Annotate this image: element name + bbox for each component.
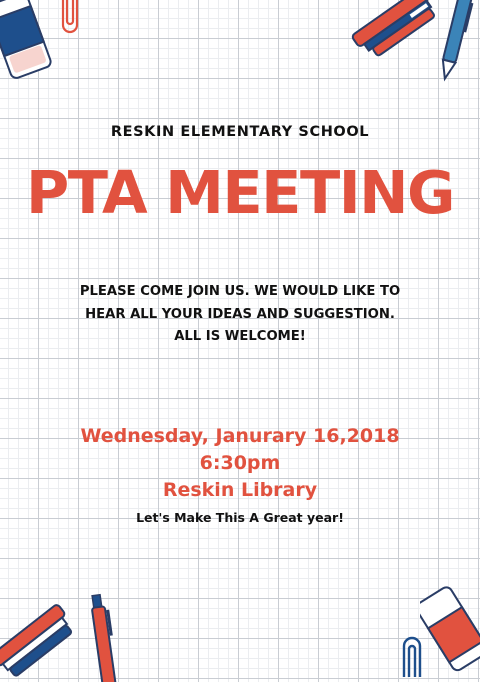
pen-icon (435, 0, 475, 90)
stapler-icon (0, 590, 85, 680)
invitation-line: PLEASE COME JOIN US. WE WOULD LIKE TO (79, 284, 401, 299)
invitation-text (0, 281, 480, 349)
event-location: Reskin Library (162, 479, 318, 501)
invitation-line: HEAR ALL YOUR IDEAS AND SUGGESTION. (85, 306, 395, 322)
eraser-icon (420, 580, 480, 675)
event-title: PTA MEETING (26, 158, 454, 227)
stapler-icon (350, 0, 440, 60)
event-time: 6:30pm (199, 452, 281, 474)
tagline: Let's Make This A Great year! (136, 510, 344, 525)
event-date: Wednesday, Janurary 16,2018 (80, 425, 400, 447)
event-details (0, 423, 480, 504)
invitation-line: ALL IS WELCOME! (174, 329, 306, 344)
paper-clip-icon (55, 0, 85, 40)
pen-icon (88, 592, 128, 682)
school-name: RESKIN ELEMENTARY SCHOOL (110, 124, 370, 140)
eraser-icon (0, 0, 60, 90)
